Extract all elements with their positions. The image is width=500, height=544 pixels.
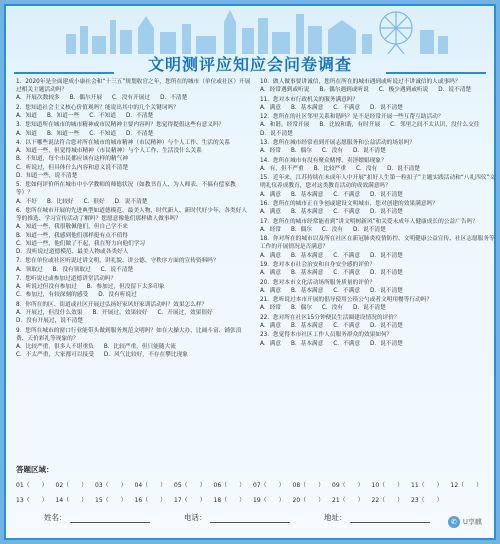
question-text: 7．您听说过或参加过道德讲堂活动吗？ <box>16 275 117 282</box>
answer-option[interactable]: B．基本满意 <box>290 322 324 329</box>
question-item <box>16 257 252 273</box>
answer-option[interactable]: C．说不清楚 <box>100 266 134 273</box>
answer-option[interactable]: D．说不清楚 <box>114 198 148 205</box>
answer-option[interactable]: A．经常 <box>260 305 281 312</box>
name-blank[interactable] <box>70 514 150 523</box>
option-list <box>260 208 496 216</box>
option-list <box>16 283 252 299</box>
answer-option[interactable]: D．没有开展过，说不清楚 <box>16 318 83 325</box>
answer-option[interactable]: A．开展次数较多 <box>16 95 60 102</box>
answer-slot[interactable]: 11（ ） <box>411 482 443 489</box>
question-text: 21．您听说过本市开展的倡导使用公筷公勺或者文明用餐等行动吗？ <box>260 297 433 304</box>
answer-option[interactable]: D．说不清楚 <box>260 130 293 137</box>
option-list <box>16 94 252 102</box>
option-list <box>16 130 252 138</box>
answer-slot[interactable]: 07（ ） <box>253 482 285 489</box>
option-list <box>16 266 252 274</box>
option-list <box>260 340 496 348</box>
answer-option[interactable]: D．知道一些，说不清楚 <box>16 172 78 179</box>
question-item <box>260 314 496 330</box>
answer-option[interactable]: D．说不清楚 <box>387 165 420 172</box>
answer-option[interactable]: A．和谐，经常开展 <box>260 122 310 129</box>
question-item <box>260 261 496 277</box>
question-item <box>260 174 496 199</box>
answer-area-heading: 答题区域： <box>16 465 54 474</box>
answer-option[interactable]: B．不知道，每个市民都应该有这样的精气神 <box>16 156 128 163</box>
answer-slot[interactable]: 03（ ） <box>95 482 127 489</box>
option-list <box>260 287 496 295</box>
answer-option[interactable]: B．没有领取过 <box>52 266 91 273</box>
question-item <box>16 181 252 206</box>
answer-option[interactable]: D．说不清楚 <box>370 287 403 294</box>
answer-option[interactable]: B．知道一些，我感到他们那样挺有点不值得 <box>16 232 128 239</box>
answer-option[interactable]: D．说不清楚 <box>370 322 403 329</box>
answer-option[interactable]: D．说不清楚 <box>370 270 403 277</box>
question-text: 7．您在单位或社区听说过讲文明、讲礼貌、讲公德、守秩序方面的宣传资料吗？ <box>16 258 219 265</box>
answer-option[interactable]: A．领取过 <box>16 266 43 273</box>
answer-option[interactable]: A．有，但不严重 <box>260 165 304 172</box>
answer-option[interactable]: A．知道一些，但觉得城市精神（市民精神）与个人工作、生活没什么关系 <box>16 148 202 155</box>
answer-option[interactable]: C．不满意 <box>333 340 361 347</box>
answer-slot[interactable]: 06（ ） <box>213 482 246 489</box>
question-text: 5．您如何评价所在城市中小学教师的师德状况（如教书育人、为人师表、不搞有偿家教等）？ <box>16 182 236 197</box>
answer-option[interactable]: C．极少遇到或听说 <box>378 87 429 94</box>
answer-option[interactable]: A．满意 <box>260 209 281 216</box>
answer-option[interactable]: B．偶尔开展 <box>69 95 103 102</box>
answer-option[interactable]: C．不满意 <box>333 209 361 216</box>
option-list <box>260 269 496 277</box>
answer-area <box>16 464 494 507</box>
answer-option[interactable]: B．基本满意 <box>290 270 324 277</box>
answer-slot[interactable]: 19（ ） <box>253 497 285 504</box>
question-item <box>16 78 252 103</box>
answer-option[interactable]: B．知道一些 <box>46 130 80 137</box>
phone-blank[interactable] <box>210 514 290 523</box>
answer-option[interactable]: D．没有听说过 <box>98 292 137 299</box>
answer-slot[interactable]: 02（ ） <box>55 482 88 489</box>
answer-option[interactable]: C．不太严重，大家都可以接受 <box>16 352 94 359</box>
question-text: 10．做人做事要讲诚信，您所在所在的城市遇到或听说过不讲诚信的人或事吗？ <box>260 79 461 85</box>
answer-option[interactable]: B．比较和谐，有时开展 <box>319 122 381 129</box>
answer-option[interactable]: C．不满意 <box>333 270 361 277</box>
option-list <box>260 226 496 234</box>
address-label: 地址： <box>324 513 347 522</box>
answer-option[interactable]: A．满意 <box>260 252 281 259</box>
option-list <box>16 343 252 359</box>
question-item <box>16 104 252 120</box>
answer-option[interactable]: A．知道 <box>16 113 37 119</box>
answer-slot[interactable]: 01（ ） <box>16 482 48 489</box>
answer-slot[interactable]: 13（ ） <box>16 497 48 504</box>
answer-row <box>16 492 494 507</box>
question-text: 14．您所在城市有没有聚众赌博、卖淫嫖娼现象？ <box>260 157 387 164</box>
question-text: 20．您对本市文化活动场所服务质量的评价？ <box>260 279 376 286</box>
answer-option[interactable]: D．说不清楚 <box>352 226 386 233</box>
question-text: 8．你所在的区、街道或社区开展过弘扬好家风好家训活动吗？效果怎么样？ <box>16 301 208 308</box>
question-text: 18．你对所在的城市以及所在社区在新冠肺炎疫情防控、文明健康公益宣传、社区志愿服务等工作的开展情况是否满意？ <box>260 236 495 251</box>
answer-option[interactable]: D．说不清楚 <box>438 87 472 94</box>
answer-option[interactable]: B．基本满意 <box>290 252 324 259</box>
answer-option[interactable]: C．不满意 <box>333 191 361 198</box>
answer-option[interactable]: A．知道一些，我很敬佩他们，但自己学不来 <box>16 224 128 231</box>
answer-option[interactable]: A．满意 <box>260 322 281 329</box>
answer-option[interactable]: C．没有 <box>321 226 343 233</box>
option-list <box>260 252 496 260</box>
answer-option[interactable]: D．说不清楚 <box>352 305 386 312</box>
answer-option[interactable]: C．没有 <box>356 165 378 172</box>
answer-option[interactable]: C．不知道 <box>89 130 117 137</box>
answer-option[interactable]: D．不清楚 <box>126 113 154 119</box>
answer-option[interactable]: B．比较严重，但只能随大流 <box>103 343 176 350</box>
answer-option[interactable]: D．不清楚 <box>126 130 154 137</box>
answer-slot[interactable]: 22（ ） <box>371 497 404 504</box>
questions-left-column <box>16 78 252 361</box>
answer-option[interactable]: B．比较严重 <box>313 165 347 172</box>
question-item <box>260 331 496 347</box>
respondent-info <box>44 512 464 523</box>
option-list <box>260 86 496 94</box>
question-item <box>260 218 496 234</box>
question-text: 13．您所在城市经常看到开展志愿服务和公益活动的场景吗？ <box>260 139 416 146</box>
question-item <box>260 157 496 173</box>
answer-option[interactable]: C．邻里之间不太认识，没什么交往 <box>390 122 480 129</box>
answer-row <box>16 477 494 492</box>
answer-slot[interactable]: 18（ ） <box>213 497 246 504</box>
questionnaire-sheet <box>4 4 496 540</box>
option-list <box>260 165 496 173</box>
answer-slot[interactable]: 14（ ） <box>55 497 88 504</box>
answer-option[interactable]: A．知道 <box>16 130 37 137</box>
answer-option[interactable]: D．没听说过道德模范、最美人物或各类好人 <box>16 249 129 255</box>
answer-slot[interactable]: 20（ ） <box>292 497 325 504</box>
answer-option[interactable]: C．听说过，但具体什么内容和意义说不清楚 <box>16 164 129 171</box>
question-text: 6．您所在城市开展的先进典型如道德模范、最美人物、时代新人、新时代好少年、各类好人等的推选、学习宣传活动了解吗？您愿意像他们那样做人做事吗？ <box>16 207 248 223</box>
question-text: 15．近年来，江苏持续在未成年人中开展“扣好人生第一粒扣子”主题实践活动和“八礼四仪”文明礼仪养成教育，您对这类教育活动的成效满意吗？ <box>260 175 496 190</box>
option-list <box>16 223 252 256</box>
option-list <box>16 309 252 325</box>
answer-option[interactable]: A．满意 <box>260 340 281 347</box>
answer-option[interactable]: B．基本满意 <box>290 191 324 198</box>
answer-slot[interactable]: 23（ ） <box>411 497 443 504</box>
question-item <box>16 275 252 300</box>
option-list <box>16 112 252 120</box>
question-text: 19．您对本市社会治安和自身安全感的评价？ <box>260 261 376 268</box>
name-label: 姓名： <box>44 513 67 522</box>
answer-option[interactable]: D．风气比较好，不存在攀比现象 <box>103 352 188 359</box>
answer-option[interactable]: C．没有 <box>321 305 343 312</box>
answer-option[interactable]: B．参加过，但没留下太多印象 <box>86 284 165 291</box>
phone-label: 电话： <box>184 513 207 522</box>
answer-option[interactable]: B．基本满意 <box>290 104 324 111</box>
question-text: 22．您对所在社区15分钟便民生活圈建设情况的评价？ <box>260 314 400 321</box>
question-text: 1．2020年是全面建成小康社会和“十三五”规划收官之年，您所在的城市（单位或社区）开展过相关主题活动吗？ <box>16 79 251 94</box>
question-item <box>16 139 252 180</box>
answer-option[interactable]: B．基本满意 <box>290 287 324 294</box>
answer-option[interactable]: B．基本满意 <box>290 340 324 347</box>
badge-text: U享麒 <box>462 518 482 526</box>
question-text: 2．您知道社会主义核心价值观吗？能说出其中的几个关键词吗？ <box>16 104 179 111</box>
question-item <box>16 207 252 256</box>
answer-option[interactable]: D．说不清楚 <box>370 252 403 259</box>
question-item <box>260 113 496 138</box>
answer-option[interactable]: B．偶尔 <box>290 305 312 312</box>
answer-option[interactable]: D．说不清楚 <box>370 191 403 198</box>
answer-option[interactable]: C．不满意 <box>333 252 361 259</box>
answer-option[interactable]: D．说不清楚 <box>370 340 403 347</box>
question-item <box>260 279 496 295</box>
option-list <box>260 322 496 330</box>
answer-option[interactable]: B．基本满意 <box>290 209 324 216</box>
option-list <box>16 198 252 206</box>
answer-slot[interactable]: 21（ ） <box>332 497 364 504</box>
answer-option[interactable]: B．比较好 <box>46 198 74 205</box>
answer-option[interactable]: D．说不清楚 <box>370 104 403 111</box>
question-text: 4．以下哪些说法符合您对所在城市的城市精神（市民精神）与个人工作、生活的关系 <box>16 139 231 146</box>
watermark-badge <box>448 516 482 528</box>
city-skyline-illustration <box>46 6 466 54</box>
question-text: 16．您所在的城市正在争创或建设文明城市，您对创建的效果满意吗？ <box>260 200 438 207</box>
answer-option[interactable]: C．知道一些，他们做了不起，我在努力向他们学习 <box>16 240 146 247</box>
answer-option[interactable]: C．不满意 <box>333 287 361 294</box>
answer-slot[interactable]: 04（ ） <box>134 482 167 489</box>
answer-slot[interactable]: 09（ ） <box>332 482 364 489</box>
answer-option[interactable]: D．说不清楚 <box>370 209 403 216</box>
question-item <box>260 235 496 260</box>
address-blank[interactable] <box>350 514 430 523</box>
answer-option[interactable]: B．知道一些 <box>46 113 80 119</box>
answer-option[interactable]: A．经常遇到或听说 <box>260 87 310 94</box>
answer-option[interactable]: C．很好 <box>83 198 105 205</box>
question-item <box>260 296 496 312</box>
question-item <box>260 96 496 112</box>
option-list <box>260 304 496 312</box>
answer-slot[interactable]: 12（ ） <box>450 482 483 489</box>
address-field[interactable] <box>324 512 464 523</box>
answer-slot[interactable]: 10（ ） <box>371 482 404 489</box>
question-text: 3．您知道所在城市的城市精神或市民精神主要内容吗？您觉得提倡这些有意义吗？ <box>16 122 225 129</box>
answer-option[interactable]: B．偶尔 <box>290 226 312 233</box>
answer-option[interactable]: C．开展过，效果很好 <box>157 309 213 316</box>
option-list <box>260 104 496 112</box>
title-divider-right <box>386 72 486 74</box>
name-field[interactable] <box>44 512 184 523</box>
answer-option[interactable]: C．不知道 <box>89 113 117 119</box>
answer-option[interactable]: A．经常 <box>260 226 281 233</box>
question-item <box>16 327 252 360</box>
answer-option[interactable]: C．没有开展过 <box>112 95 151 102</box>
answer-slot[interactable]: 16（ ） <box>134 497 167 504</box>
answer-option[interactable]: B．偶尔 <box>290 148 312 155</box>
question-item <box>16 301 252 326</box>
answer-option[interactable]: A．满意 <box>260 191 281 198</box>
wechat-icon: ✆ <box>448 516 460 528</box>
answer-option[interactable]: C．不满意 <box>333 104 361 111</box>
question-item <box>260 78 496 94</box>
answer-grid <box>16 477 494 507</box>
page-title: 文明测评应知应会问卷调查 <box>147 55 352 74</box>
question-item <box>260 200 496 216</box>
answer-option[interactable]: A．满意 <box>260 104 281 111</box>
question-text: 12．您所在的社区邻里关系和谐吗？是不是经常开展一些互帮互助活动？ <box>260 114 444 121</box>
answer-slot[interactable]: 17（ ） <box>174 497 206 504</box>
option-list <box>260 121 496 137</box>
answer-option[interactable]: C．没有 <box>321 148 343 155</box>
answer-slot[interactable]: 05（ ） <box>174 482 206 489</box>
answer-option[interactable]: C．参加过，有较深刻的感受 <box>16 292 89 299</box>
questions-right-column <box>260 78 496 349</box>
answer-option[interactable]: A．不好 <box>16 198 37 205</box>
option-list <box>16 147 252 180</box>
answer-slot[interactable]: 15（ ） <box>95 497 127 504</box>
answer-slot[interactable]: 08（ ） <box>292 482 325 489</box>
answer-option[interactable]: B．偶尔遇到或听说 <box>319 87 369 94</box>
question-item <box>16 121 252 137</box>
phone-field[interactable] <box>184 512 324 523</box>
answer-option[interactable]: C．不满意 <box>333 322 361 329</box>
question-text: 11．您对本市行政机关的服务满意吗？ <box>260 96 359 103</box>
answer-option[interactable]: D．不清楚 <box>160 95 188 102</box>
question-text: 23．您觉得本市社区工作人员服务群众的效果如何？ <box>260 332 393 339</box>
answer-option[interactable]: B．开展过，效果较好 <box>92 309 148 316</box>
question-text: 9．您所在城市的窗口行业能带头做到服务规范文明吗？如在大操大办、比阔斗富、铺张浪费、天价彩礼等现象的？ <box>16 327 242 342</box>
question-item <box>260 139 496 155</box>
answer-option[interactable]: A．满意 <box>260 287 281 294</box>
option-list <box>260 147 496 155</box>
answer-option[interactable]: A．开展过，但没什么效果 <box>16 309 83 316</box>
answer-option[interactable]: A．经常 <box>260 148 281 155</box>
question-text: 17．您所在的城市经常能看到“讲文明树新风”和关爱未成年人健康成长的公益广告吗？ <box>260 218 478 225</box>
answer-option[interactable]: D．说不清楚 <box>352 148 386 155</box>
answer-option[interactable]: A．听说过但没有参加过 <box>16 284 77 291</box>
answer-option[interactable]: A．比较严重，很多人不堪重负 <box>16 343 94 350</box>
option-list <box>260 191 496 199</box>
title-divider-left <box>14 72 114 74</box>
answer-option[interactable]: A．满意 <box>260 270 281 277</box>
